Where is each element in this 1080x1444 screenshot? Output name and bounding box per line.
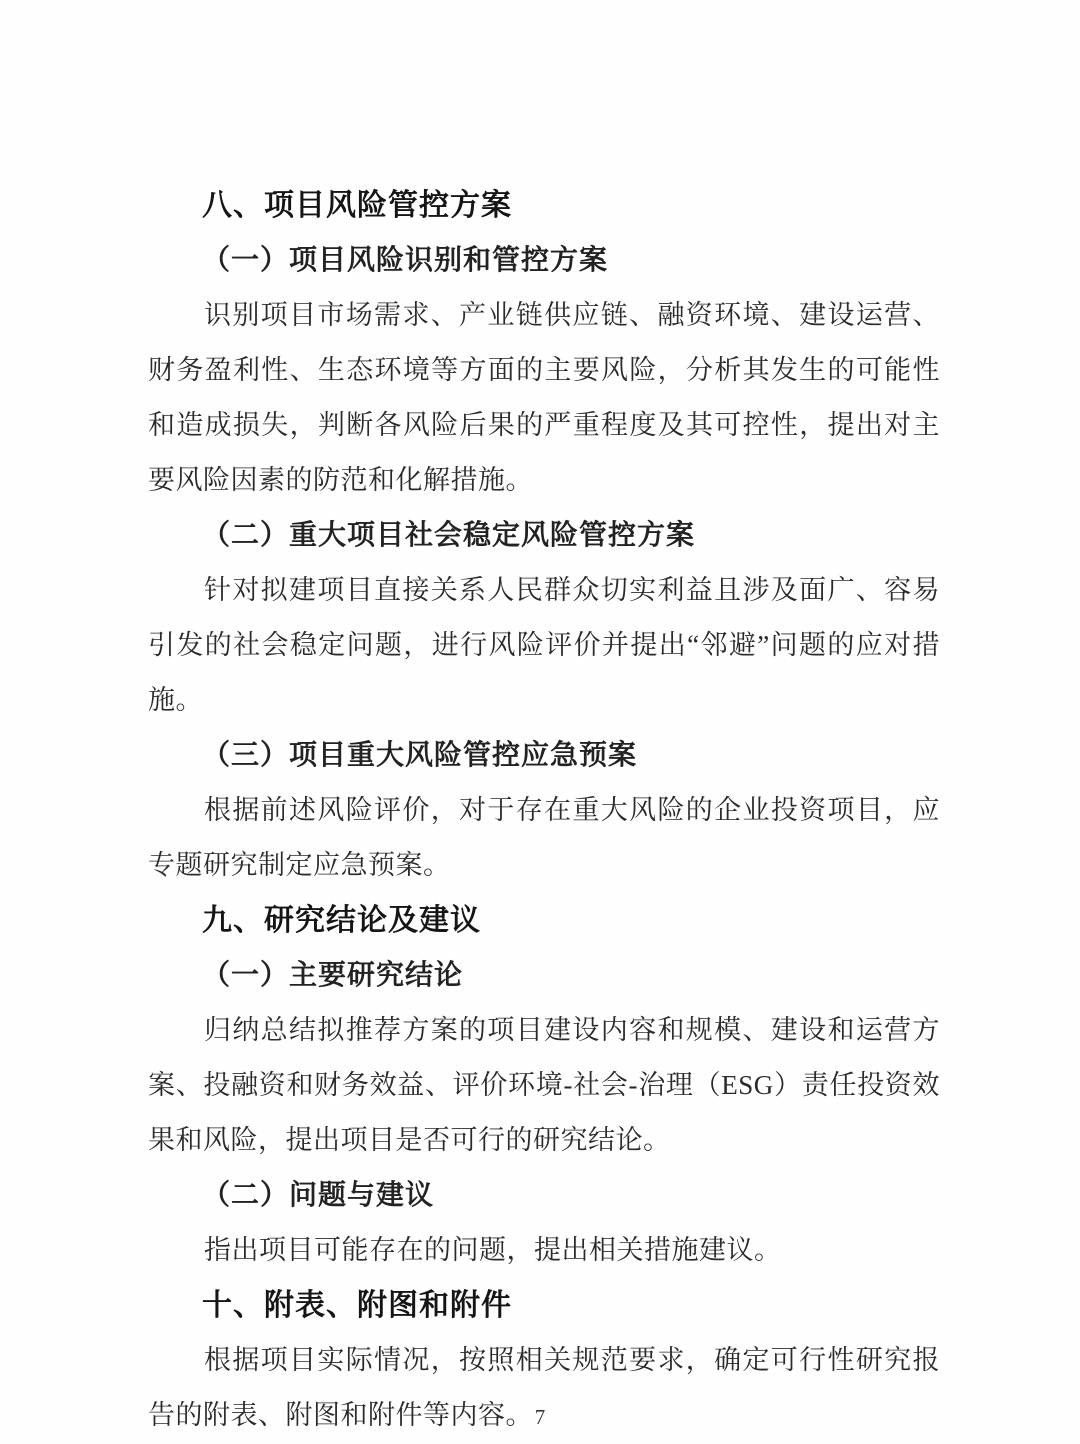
subsection-heading-8-2: （二）重大项目社会稳定风险管控方案 [202,520,696,551]
paragraph-main-conclusions: 归纳总结拟推荐方案的项目建设内容和规模、建设和运营方案、投融资和财务效益、评价环境-社会-治理（ESG）责任投资效果和风险，提出项目是否可行的研究结论。 [148,1015,940,1155]
paragraph-risk-identification: 识别项目市场需求、产业链供应链、融资环境、建设运营、财务盈利性、生态环境等方面的主要风险，分析其发生的可能性和造成损失，判断各风险后果的严重程度及其可控性，提出对主要风险因素的防范和化解措施。 [148,300,940,495]
section-heading-9: 九、研究结论及建议 [202,904,481,937]
paragraph-emergency-plan: 根据前述风险评价，对于存在重大风险的企业投资项目，应专题研究制定应急预案。 [148,795,940,880]
subsection-heading-9-1: （一）主要研究结论 [202,960,464,991]
document-content [148,178,940,1443]
section-heading-10: 十、附表、附图和附件 [202,1289,512,1322]
paragraph-attachments: 根据项目实际情况，按照相关规范要求，确定可行性研究报告的附表、附图和附件等内容。 [148,1345,940,1430]
page-number: 7 [534,1405,546,1429]
subsection-heading-8-1: （一）项目风险识别和管控方案 [202,245,609,276]
subsection-heading-8-3: （三）项目重大风险管控应急预案 [202,740,638,771]
paragraph-social-stability: 针对拟建项目直接关系人民群众切实利益且涉及面广、容易引发的社会稳定问题，进行风险评价并提出“邻避”问题的应对措施。 [148,575,940,715]
paragraph-issues-suggestions: 指出项目可能存在的问题，提出相关措施建议。 [204,1235,782,1265]
section-heading-8: 八、项目风险管控方案 [202,189,512,222]
subsection-heading-9-2: （二）问题与建议 [202,1180,435,1211]
